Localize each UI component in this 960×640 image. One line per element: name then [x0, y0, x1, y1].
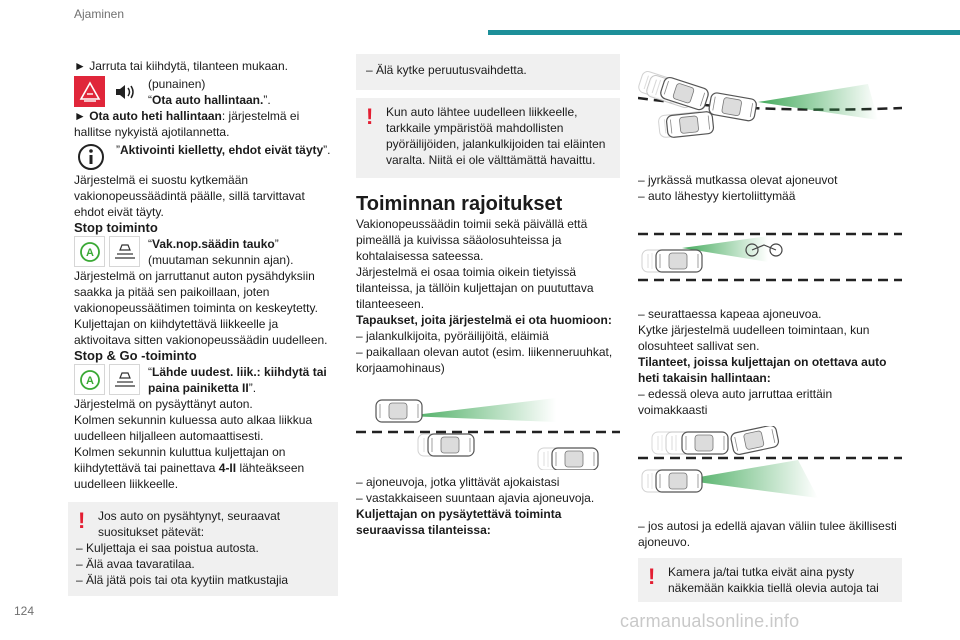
alert-color-note: (punainen) [148, 77, 206, 91]
list-item: – auto lähestyy kiertoliittymää [638, 189, 796, 203]
list-item: – vastakkaiseen suuntaan ajavia ajoneuvoja. [356, 491, 595, 505]
stopgo-message-bold: Lähde uudest. liik.: kiihdytä tai paina painiketta II [148, 365, 327, 395]
take-control-rest: : järjestelmä ei hallitse nykyistä ajotilannetta. [74, 109, 300, 139]
exclamation-icon: ! [366, 104, 374, 129]
camera-warning-box [638, 558, 902, 602]
stopgo-text1: Järjestelmä on pysäyttänyt auton. [74, 397, 253, 411]
page-number: 124 [14, 604, 35, 618]
list-item: – jyrkässä mutkassa olevat ajoneuvot [638, 173, 838, 187]
stopgo-text3 [74, 444, 336, 492]
must-stop-heading: Kuljettajan on pysäytettävä toiminta seuraavissa tilanteissa: [356, 507, 562, 537]
take-control-bold: ► Ota auto heti hallintaan [74, 109, 222, 123]
exclamation-icon: ! [78, 508, 86, 533]
conditions-text: Vakionopeussäädin toimii sekä päivällä että pimeällä ja kuivissa sääolosuhteissa ja kohtalaisessa sateessa. [356, 217, 588, 263]
svg-text:A: A [85, 374, 94, 387]
alert-icons [74, 76, 140, 107]
alert-message-bold: Ota auto hallintaan. [152, 93, 264, 107]
camera-warning-text: Kamera ja/tai tutka eivät aina pysty näkemään kaikkia tiellä olevia autoja tai [668, 565, 879, 595]
green-cruise-control-icon [74, 364, 105, 395]
info-icons [74, 142, 108, 172]
exclamation-icon: ! [648, 564, 656, 589]
info-message-bold: Aktivointi kielletty, ehdot eivät täyty [120, 143, 324, 157]
stop-warning-box [68, 502, 338, 596]
warning-item: – Älä avaa tavaratilaa. [76, 557, 195, 571]
stopgo-title: Stop & Go -toiminto [74, 348, 197, 363]
info-message-tail: ”. [323, 143, 331, 157]
red-brake-warning-icon [74, 76, 105, 107]
watermark: carmanualsonline.info [620, 611, 800, 631]
stop-title: Stop toiminto [74, 220, 158, 235]
stopgo-message: “Lähde uudest. liik.: kiihdytä tai paina painiketta II”. [148, 365, 327, 395]
stopgo-text3-bold: 4-II [218, 461, 237, 475]
list-item: – paikallaan olevan autot (esim. liikenneruuhkat, korjaamohinaus) [356, 345, 613, 375]
stop-message-tail: ” (muutaman sekunnin ajan). [148, 237, 294, 267]
section-heading: Toiminnan rajoitukset [356, 193, 563, 215]
warning-item: – Älä jätä pois tai ota kyytiin matkustajia [76, 573, 289, 587]
stop-text: Järjestelmä on jarruttanut auton pysähdyksiin saakka ja pitää sen paikoillaan, joten vakionopeussäätimen toiminta on keskeytetty. Kuljettajan on kiihdytettävä liikkeelle ja aktivoitava sitten vakionopeussäädin uudelleen. [74, 269, 328, 347]
alert-message-tail: ”. [263, 93, 271, 107]
reverse-gear-item: – Älä kytke peruutusvaihdetta. [366, 63, 527, 77]
stop-message-bold: Vak.nop.säädin tauko [152, 237, 275, 251]
narrow-vehicle-illustration [638, 232, 902, 304]
brake-instruction: ► Jarruta tai kiihdytä, tilanteen mukaan. [74, 59, 288, 73]
curve-illustration [638, 56, 902, 160]
column-left [74, 58, 336, 596]
green-cruise-control-icon [74, 236, 105, 267]
column-right [638, 56, 902, 602]
speaker-icon [109, 76, 140, 107]
stopgo-text3-post: lähteäkseen uudelleen liikkeelle. [74, 461, 305, 491]
take-control-instruction [74, 108, 336, 140]
list-item: – edessä oleva auto jarruttaa erittäin voimakkaasti [638, 387, 833, 417]
crossing-traffic-illustration [356, 382, 620, 470]
warning-item: – Kuljettaja ei saa poistua autosta. [76, 541, 259, 555]
svg-text:A: A [85, 246, 94, 259]
limitations-text: Järjestelmä ei osaa toimia oikein tietyissä tilanteissa, ja tällöin kuljettajan on puututtava tilanteeseen. [356, 265, 594, 311]
distance-setting-icon [109, 364, 140, 395]
reverse-gear-box [356, 54, 620, 90]
list-item: – seurattaessa kapeaa ajoneuvoa. [638, 307, 822, 321]
alert-message-row [74, 76, 336, 108]
info-text: Järjestelmä ei suostu kytkemään vakionopeussäädintä päälle, sillä tarvittavat ehdot eivät täyty. [74, 173, 305, 219]
stopgo-message-tail: ”. [248, 381, 257, 395]
distance-setting-icon [109, 236, 140, 267]
list-item: – jalankulkijoita, pyöräilijöitä, eläimiä [356, 329, 549, 343]
reactivate-text: Kytke järjestelmä uudelleen toimintaan, kun olosuhteet sallivat sen. [638, 323, 870, 353]
stop-message: “Vak.nop.säädin tauko” (muutaman sekunnin ajan). [148, 237, 294, 267]
alert-message: “Ota auto hallintaan.”. [148, 93, 271, 107]
restart-warning-box [356, 98, 620, 178]
cut-in-illustration [638, 426, 902, 510]
alert-message-text [148, 76, 271, 108]
info-message-row [74, 142, 336, 172]
info-message: ”Aktivointi kielletty, ehdot eivät täyty”. [116, 143, 331, 157]
list-item: – jos autosi ja edellä ajavan väliin tulee äkillisesti ajoneuvo. [638, 519, 897, 549]
warning-intro: Jos auto on pysähtynyt, seuraavat suositukset pätevät: [98, 509, 281, 539]
stopgo-text2: Kolmen sekunnin kuluessa auto alkaa liikkua uudelleen hiljalleen automaattisesti. [74, 413, 313, 443]
section-header: Ajaminen [74, 7, 125, 21]
stopgo-text3-pre: Kolmen sekunnin kuluttua kuljettajan on kiihdytettävä tai painettava [74, 445, 286, 475]
stopgo-icons [74, 364, 140, 395]
stop-icons [74, 236, 140, 267]
info-icon [74, 142, 108, 172]
restart-warning-text: Kun auto lähtee uudelleen liikkeelle, tarkkaile ympäristöä mahdollisten pyöräilijöiden, jalankulkijoiden tai eläinten varalta. Niitä ei ole välttämättä havaittu. [386, 105, 606, 167]
take-over-heading: Tilanteet, joissa kuljettajan on otettava auto heti takaisin hallintaan: [638, 355, 887, 385]
column-middle [356, 54, 620, 538]
not-considered-heading: Tapaukset, joita järjestelmä ei ota huomioon: [356, 313, 612, 327]
stopgo-message-row [74, 364, 336, 396]
header-accent-bar [488, 30, 960, 35]
list-item: – ajoneuvoja, jotka ylittävät ajokaistasi [356, 475, 560, 489]
stop-message-row [74, 236, 336, 268]
